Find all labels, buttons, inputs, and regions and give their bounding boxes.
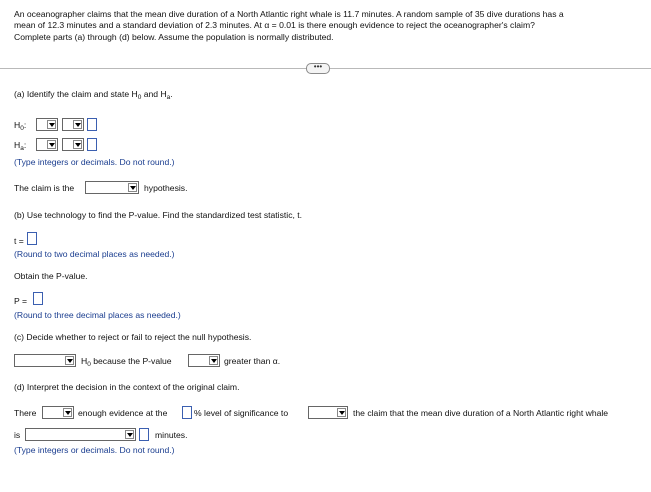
t-statistic-input[interactable]	[27, 232, 37, 245]
is-label: is	[14, 430, 21, 440]
ha-relation-dropdown[interactable]	[62, 138, 84, 151]
decision-text: $H_0$ because the P-value	[81, 356, 172, 368]
problem-line-3: Complete parts (a) through (d) below. Assume the population is normally distributed.	[14, 31, 334, 42]
greater-than-alpha: greater than α.	[224, 356, 281, 366]
ha-value-input[interactable]	[87, 138, 97, 151]
t-label: t =	[14, 236, 24, 246]
claim-relation-dropdown[interactable]	[25, 428, 136, 441]
evidence-text: enough evidence at the	[78, 408, 168, 418]
level-text: % level of significance to	[194, 408, 289, 418]
comparison-dropdown[interactable]	[188, 354, 220, 367]
h0-relation-dropdown[interactable]	[62, 118, 84, 131]
p-hint: (Round to three decimal places as needed.)	[14, 310, 181, 320]
part-d-prompt: (d) Interpret the decision in the context of the original claim.	[14, 382, 240, 392]
part-b-prompt: (b) Use technology to find the P-value. Find the standardized test statistic, t.	[14, 210, 303, 220]
chevron-down-icon	[73, 140, 82, 149]
ha-parameter-dropdown[interactable]	[36, 138, 58, 151]
h0-value-input[interactable]	[87, 118, 97, 131]
claim-text: the claim that the mean dive duration of a North Atlantic right whale	[353, 408, 609, 418]
t-hint: (Round to two decimal places as needed.)	[14, 249, 175, 259]
p-label: P =	[14, 296, 27, 306]
h0-parameter-dropdown[interactable]	[36, 118, 58, 131]
chevron-down-icon	[209, 356, 218, 365]
h0-label: $H_0$:	[14, 120, 27, 132]
chevron-down-icon	[65, 356, 74, 365]
claim-prefix: The claim is the	[14, 183, 75, 193]
claim-suffix: hypothesis.	[144, 183, 188, 193]
chevron-down-icon	[128, 183, 137, 192]
claim-value-input[interactable]	[139, 428, 149, 441]
chevron-down-icon	[47, 120, 56, 129]
problem-line-2: mean of 12.3 minutes and a standard deviation of 2.3 minutes. At α = 0.01 is there enough evidence to reject the oceanographer's claim?	[14, 20, 535, 31]
minutes-label: minutes.	[155, 430, 188, 440]
chevron-down-icon	[337, 408, 346, 417]
significance-level-input[interactable]	[182, 406, 192, 419]
chevron-down-icon	[47, 140, 56, 149]
more-button[interactable]: •••	[306, 63, 330, 74]
claim-type-dropdown[interactable]	[85, 181, 139, 194]
reject-decision-dropdown[interactable]	[14, 354, 76, 367]
part-c-prompt: (c) Decide whether to reject or fail to reject the null hypothesis.	[14, 332, 252, 342]
chevron-down-icon	[63, 408, 72, 417]
ha-label: $H_a$:	[14, 140, 27, 152]
chevron-down-icon	[73, 120, 82, 129]
part-a-hint: (Type integers or decimals. Do not round.)	[14, 157, 175, 167]
action-dropdown[interactable]	[308, 406, 348, 419]
evidence-dropdown[interactable]	[42, 406, 74, 419]
part-d-hint: (Type integers or decimals. Do not round.)	[14, 445, 175, 455]
there-label: There	[14, 408, 37, 418]
obtain-p-value: Obtain the P-value.	[14, 271, 88, 281]
p-value-input[interactable]	[33, 292, 43, 305]
chevron-down-icon	[125, 430, 134, 439]
problem-statement	[14, 9, 644, 43]
part-a-prompt: (a) Identify the claim and state $H_0$ and $H_a$.	[14, 89, 173, 101]
problem-line-1: An oceanographer claims that the mean dive duration of a North Atlantic right whale is 11.7 minutes. A random sample of 35 dive durations has a	[14, 9, 564, 19]
